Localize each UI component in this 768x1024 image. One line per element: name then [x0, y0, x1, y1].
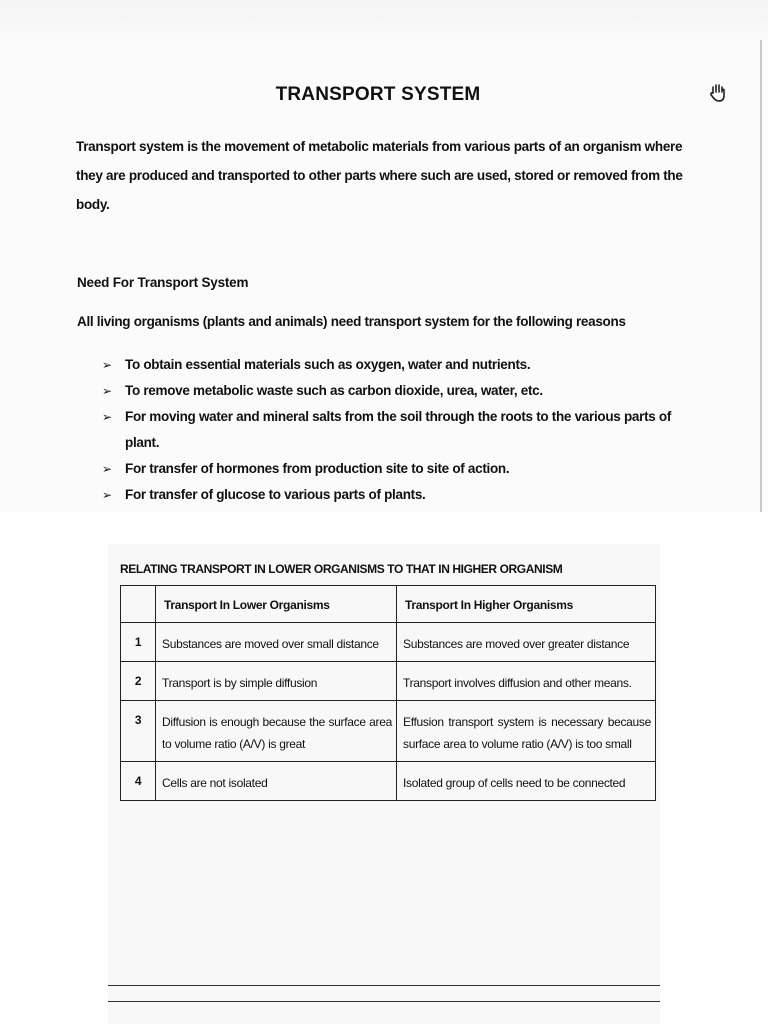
lower-organism-cell: Diffusion is enough because the surface area to volume ratio (A/V) is great	[162, 715, 392, 751]
arrow-bullet-icon: ➢	[102, 358, 112, 372]
divider-line	[108, 1001, 660, 1002]
row-number: 3	[121, 701, 156, 762]
lower-organism-cell: Cells are not isolated	[162, 776, 268, 790]
list-item-text: To remove metabolic waste such as carbon dioxide, urea, water, etc.	[125, 383, 543, 398]
higher-organism-cell: Substances are moved over greater distance	[403, 637, 630, 651]
reasons-list	[100, 352, 680, 508]
header-number-cell	[121, 586, 156, 623]
table-title: RELATING TRANSPORT IN LOWER ORGANISMS TO THAT IN HIGHER ORGANISM	[120, 562, 563, 576]
list-item	[100, 482, 680, 508]
page-edge	[760, 40, 762, 512]
page-title: TRANSPORT SYSTEM	[275, 84, 481, 105]
table-row	[121, 623, 656, 662]
section-heading: Need For Transport System	[77, 275, 249, 290]
row-number: 2	[121, 662, 156, 701]
header-lower-organisms: Transport In Lower Organisms	[156, 586, 397, 623]
page-top-strip	[0, 0, 768, 42]
definition-paragraph: Transport system is the movement of metabolic materials from various parts of an organism where they are produced and transported to other parts where such are used, stored or removed from the body.	[76, 139, 683, 212]
list-item-text: For transfer of glucose to various parts of plants.	[125, 487, 426, 502]
table-row	[121, 701, 656, 762]
hand-icon	[706, 80, 730, 104]
page-gap	[0, 512, 768, 544]
list-item	[100, 352, 680, 378]
row-number: 4	[121, 762, 156, 801]
comparison-table	[120, 585, 656, 801]
list-item	[100, 378, 680, 404]
higher-organism-cell: Isolated group of cells need to be connected	[403, 776, 626, 790]
lower-organism-cell: Substances are moved over small distance	[162, 637, 379, 651]
table-row	[121, 662, 656, 701]
arrow-bullet-icon: ➢	[102, 384, 112, 398]
arrow-bullet-icon: ➢	[102, 462, 112, 476]
divider-line	[108, 985, 660, 986]
higher-organism-cell: Transport involves diffusion and other means.	[403, 676, 632, 690]
table-header-row	[121, 586, 656, 623]
higher-organism-cell: Effusion transport system is necessary because surface area to volume ratio (A/V) is too small	[403, 715, 651, 751]
row-number: 1	[121, 623, 156, 662]
arrow-bullet-icon: ➢	[102, 410, 112, 424]
lead-sentence: All living organisms (plants and animals) need transport system for the following reasons	[77, 314, 626, 329]
lower-organism-cell: Transport is by simple diffusion	[162, 676, 318, 690]
list-item-text: For moving water and mineral salts from the soil through the roots to the various parts of plant.	[125, 409, 672, 450]
list-item	[100, 404, 680, 456]
arrow-bullet-icon: ➢	[102, 488, 112, 502]
list-item-text: To obtain essential materials such as oxygen, water and nutrients.	[125, 357, 531, 372]
list-item	[100, 456, 680, 482]
header-higher-organisms: Transport In Higher Organisms	[397, 586, 656, 623]
table-row	[121, 762, 656, 801]
list-item-text: For transfer of hormones from production site to site of action.	[125, 461, 510, 476]
